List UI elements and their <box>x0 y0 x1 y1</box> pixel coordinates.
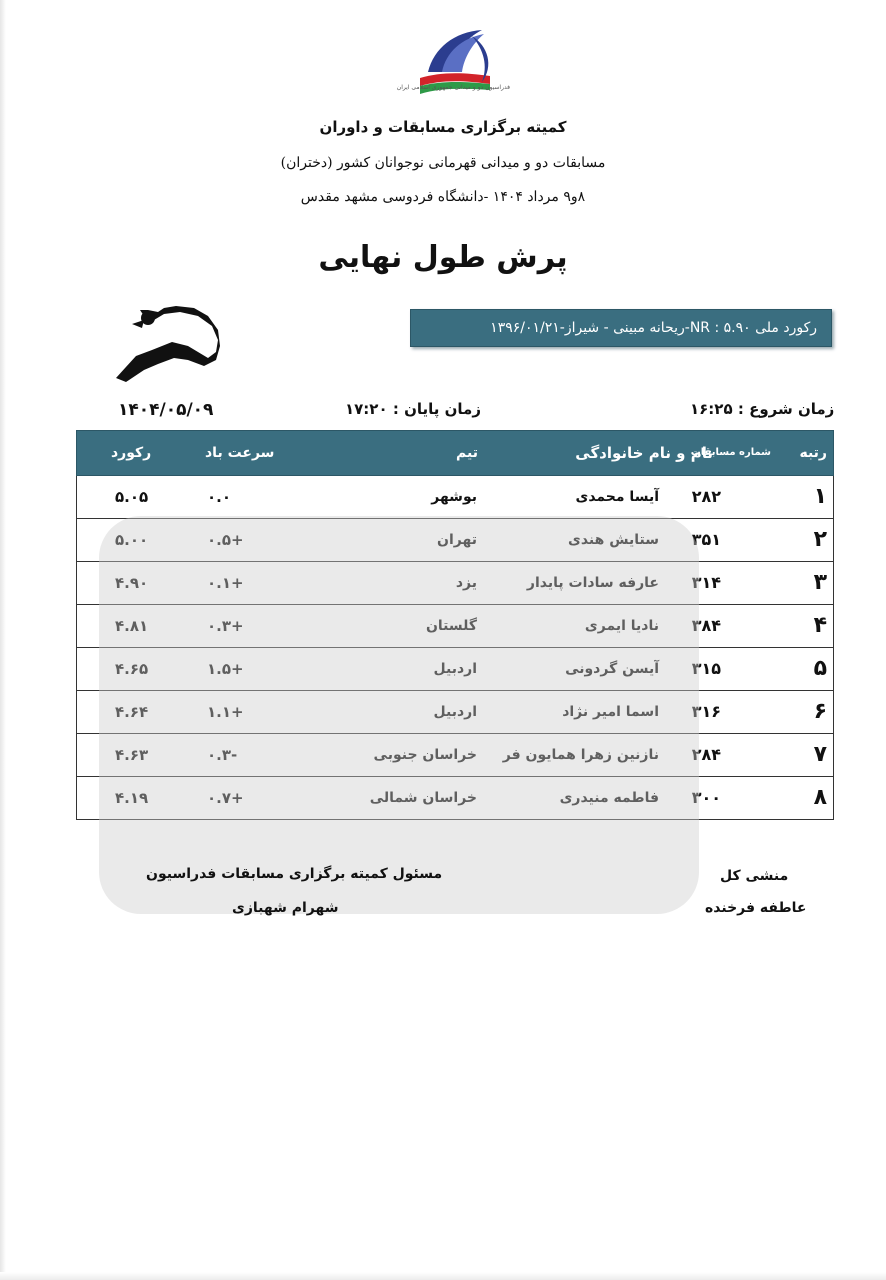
cell-team: اردبیل <box>433 704 477 720</box>
long-jumper-silhouette-icon <box>104 300 222 382</box>
cell-team: خراسان شمالی <box>369 790 477 806</box>
cell-bib: ۳۱۶ <box>691 702 721 721</box>
cell-wind: +۰.۱ <box>207 574 244 592</box>
venue-date: ۸و۹ مرداد ۱۴۰۴ -دانشگاه فردوسی مشهد مقدس <box>300 189 586 205</box>
cell-record: ۴.۱۹ <box>115 789 149 807</box>
cell-team: یزد <box>455 575 477 591</box>
committee-head-name: شهرام شهبازی <box>232 900 339 916</box>
header-name: نام و نام خانوادگی <box>575 444 713 462</box>
cell-wind: +۰.۵ <box>207 531 244 549</box>
cell-wind: -۰.۳ <box>207 746 238 764</box>
cell-name: عارفه سادات پایدار <box>526 575 659 591</box>
cell-record: ۴.۹۰ <box>115 574 149 592</box>
cell-name: نادیا ایمری <box>584 618 659 634</box>
cell-record: ۵.۰۰ <box>115 531 149 549</box>
cell-name: ستایش هندی <box>568 532 659 548</box>
start-time: زمان شروع : ۱۶:۲۵ <box>690 400 835 418</box>
cell-wind: +۰.۳ <box>207 617 244 635</box>
cell-rank: ۵ <box>813 656 827 681</box>
header-team: تیم <box>456 445 478 461</box>
table-row <box>76 476 834 519</box>
cell-bib: ۳۰۰ <box>691 788 721 807</box>
event-date: ۱۴۰۴/۰۵/۰۹ <box>118 400 214 420</box>
cell-wind: +۱.۱ <box>207 703 244 721</box>
cell-bib: ۳۸۴ <box>691 616 721 635</box>
cell-team: تهران <box>437 532 477 548</box>
cell-rank: ۴ <box>813 613 827 638</box>
cell-rank: ۱ <box>813 484 827 509</box>
cell-wind: +۱.۵ <box>207 660 244 678</box>
cell-rank: ۶ <box>813 699 827 724</box>
cell-record: ۴.۸۱ <box>115 617 149 635</box>
cell-team: اردبیل <box>433 661 477 677</box>
cell-bib: ۳۱۴ <box>691 573 721 592</box>
cell-rank: ۳ <box>813 570 827 595</box>
cell-team: خراسان جنوبی <box>373 747 477 763</box>
header-wind: سرعت باد <box>205 445 275 461</box>
cell-bib: ۳۵۱ <box>691 530 721 549</box>
cell-wind: +۰.۷ <box>207 789 244 807</box>
cell-team: بوشهر <box>431 489 477 505</box>
cell-record: ۴.۶۵ <box>115 660 149 678</box>
event-title: پرش طول نهایی <box>318 240 568 275</box>
end-time: زمان پایان : ۱۷:۲۰ <box>345 400 481 418</box>
committee-head-title: مسئول کمیته برگزاری مسابقات فدراسیون <box>146 866 443 882</box>
cell-team: گلستان <box>425 618 477 634</box>
cell-wind: ۰.۰ <box>207 488 232 506</box>
page-shadow-bottom <box>0 1272 886 1280</box>
cell-record: ۴.۶۳ <box>115 746 149 764</box>
logo-caption: فدراسیون دو و میدانی جمهوری اسلامی ایران <box>396 84 510 91</box>
secretary-title: منشی کل <box>720 868 789 884</box>
translucent-overlay-panel <box>99 516 699 914</box>
cell-name: فاطمه منیدری <box>559 790 659 806</box>
header-bib: شماره مسابقات <box>690 447 771 458</box>
header-rank: رتبه <box>799 445 827 461</box>
committee-title: کمیته برگزاری مسابقات و داوران <box>319 118 567 136</box>
results-table-header <box>76 430 834 476</box>
cell-rank: ۷ <box>813 742 827 767</box>
cell-rank: ۸ <box>813 785 827 810</box>
cell-bib: ۲۸۴ <box>691 745 721 764</box>
cell-name: آیسا محمدی <box>575 489 659 505</box>
cell-name: نازنین زهرا همایون فر <box>502 747 659 763</box>
competition-title: مسابقات دو و میدانی قهرمانی نوجوانان کشور (دختران) <box>280 155 606 171</box>
header-record: رکورد <box>111 445 152 461</box>
cell-bib: ۳۱۵ <box>691 659 721 678</box>
cell-rank: ۲ <box>813 527 827 552</box>
cell-bib: ۲۸۲ <box>691 487 721 506</box>
cell-name: اسما امیر نژاد <box>562 704 659 720</box>
cell-record: ۴.۶۴ <box>115 703 149 721</box>
national-record-text: رکورد ملی NR : ۵.۹۰-ریحانه مبینی - شیراز-۱۳۹۶/۰۱/۲۱ <box>490 320 817 336</box>
cell-name: آیسن گردونی <box>565 661 659 677</box>
secretary-name: عاطفه فرخنده <box>705 900 807 916</box>
national-record-banner <box>410 309 832 347</box>
cell-record: ۵.۰۵ <box>115 488 149 506</box>
